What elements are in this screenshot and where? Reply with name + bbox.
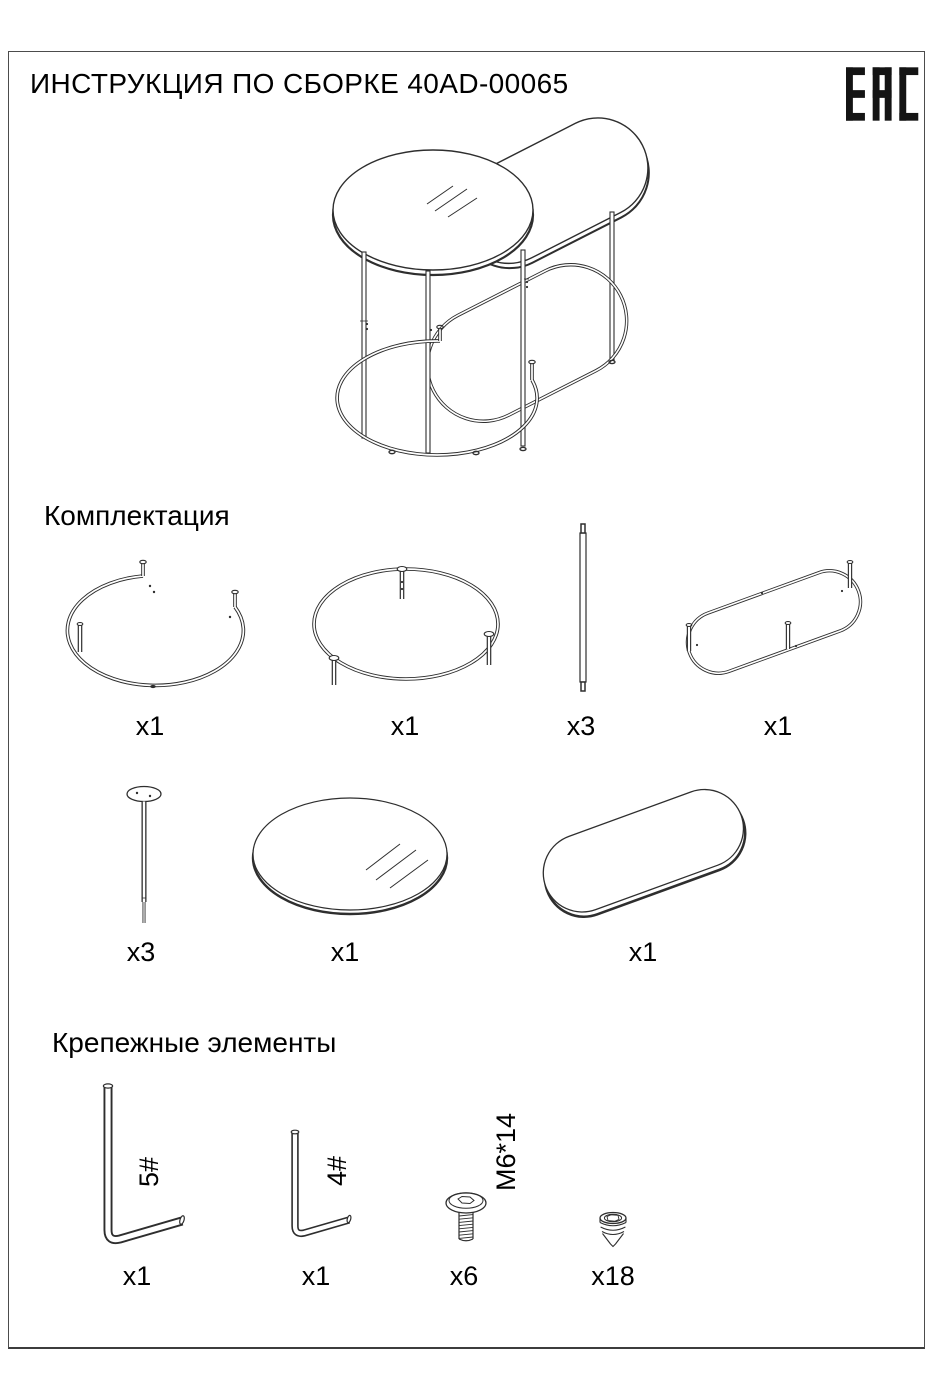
- leg-rod-drawing: [568, 520, 598, 695]
- eac-mark-icon: [846, 62, 920, 126]
- part-qty: x1: [390, 711, 420, 741]
- round-tabletop-drawing: [248, 792, 453, 920]
- fastener-qty: x1: [301, 1261, 331, 1291]
- part-qty: x3: [126, 937, 156, 967]
- page-title: ИНСТРУКЦИЯ ПО СБОРКЕ 40AD-00065: [30, 68, 569, 99]
- assembled-tables-drawing: [280, 100, 700, 480]
- fastener-qty: x6: [449, 1261, 479, 1291]
- set-screw-drawing: [593, 1209, 633, 1251]
- part-qty: x3: [566, 711, 596, 741]
- part-qty: x1: [763, 711, 793, 741]
- part-qty: x1: [135, 711, 165, 741]
- hex-key-size-label: 5#: [134, 1156, 164, 1188]
- fastener-qty: x18: [591, 1261, 635, 1291]
- oval-ring-frame-drawing: [664, 546, 886, 690]
- part-qty: x1: [628, 937, 658, 967]
- fastener-qty: x1: [122, 1261, 152, 1291]
- leg-with-disc-drawing: [116, 780, 172, 930]
- open-ring-frame-drawing: [50, 548, 255, 698]
- hex-key-size-label: 4#: [322, 1155, 352, 1187]
- fasteners-section-heading: Крепежные элементы: [52, 1027, 337, 1058]
- bolt-drawing: [443, 1190, 489, 1252]
- round-ring-frame-drawing: [298, 552, 516, 694]
- part-qty: x1: [330, 937, 360, 967]
- parts-section-heading: Комплектация: [44, 500, 230, 531]
- bolt-size-label: M6*14: [491, 1112, 521, 1192]
- oval-tabletop-drawing: [526, 770, 758, 922]
